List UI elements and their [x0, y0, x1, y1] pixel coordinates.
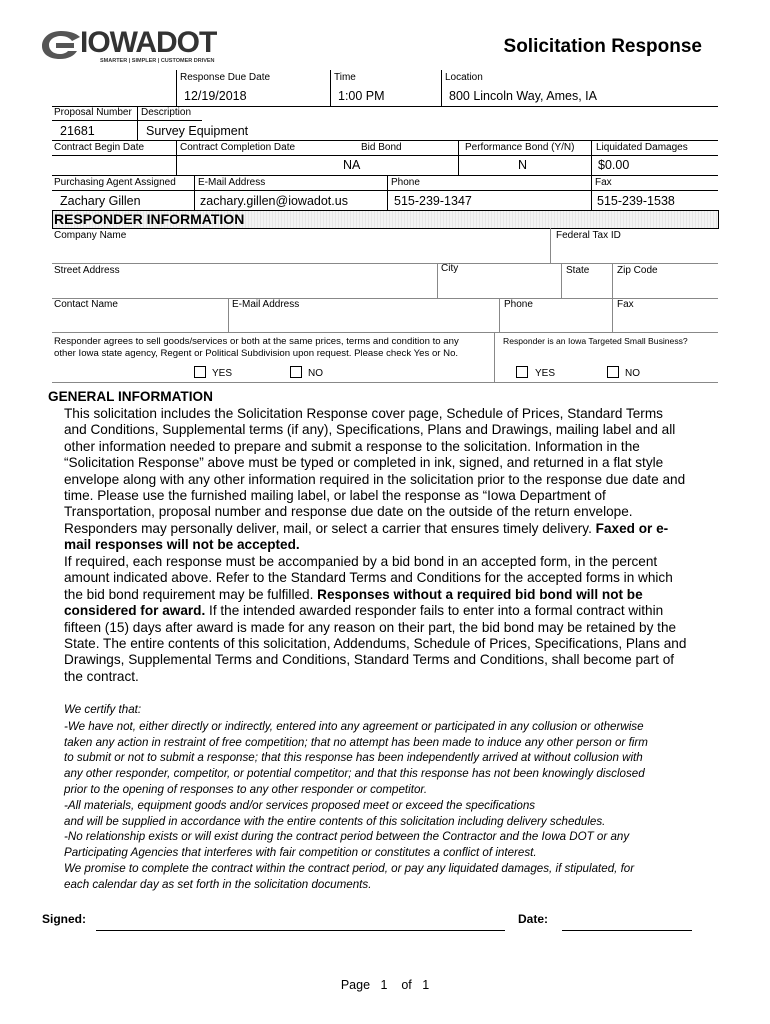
agent-email-label: E-Mail Address [198, 177, 266, 188]
p2-line-bold: considered for award. [64, 603, 206, 619]
agree-text-line2: other Iowa state agency, Regent or Political Subdivision upon request. Please check Yes or No. [54, 348, 459, 359]
logo-text: IOWADOT [80, 26, 217, 59]
p1-line: This solicitation includes the Solicitation Response cover page, Schedule of Prices, Standard Terms [64, 406, 663, 421]
date-line[interactable] [562, 916, 692, 931]
agree-yes-label: YES [212, 368, 233, 379]
p2-line: amount indicated above. Refer to the Standard Terms and Conditions for the accepted forms in which [64, 570, 673, 586]
page-title: Solicitation Response [503, 36, 702, 57]
p1-line [64, 521, 704, 537]
response-due-date-value[interactable]: 12/19/2018 [184, 89, 247, 103]
logo-tagline: SMARTER | SIMPLER | CUSTOMER DRIVEN [100, 58, 215, 64]
certify-line: taken any action in restraint of free competition; that no attempt has been made to induce any other person or firm [64, 735, 648, 749]
p1-line: time. Please use the furnished mailing label, or label the response as “Iowa Department of [64, 488, 606, 504]
agree-text-line1: Responder agrees to sell goods/services or both at the same prices, terms and condition to any [54, 336, 459, 347]
description-label: Description [141, 107, 192, 118]
p1-line-bold: Faxed or e- [595, 520, 669, 536]
p2-line-text: If the intended awarded responder fails to enter into a formal contract within [205, 603, 664, 619]
p1-line: envelope along with any other information required in the solicitation prior to the response due date and [64, 471, 686, 487]
tsb-yes-checkbox[interactable] [516, 366, 528, 378]
certify-line: -We have not, either directly or indirectly, entered into any agreement or participated in any collusion or otherwise [64, 719, 644, 733]
certification-block [64, 702, 724, 893]
certify-intro: We certify that: [64, 703, 142, 716]
date-label: Date: [518, 912, 549, 926]
p2-line-bold: Responses without a required bid bond will not be [317, 586, 643, 602]
tsb-no-checkbox[interactable] [607, 366, 619, 378]
response-due-date-label: Response Due Date [180, 72, 271, 83]
time-label: Time [334, 72, 356, 83]
agree-yes-checkbox[interactable] [194, 366, 206, 378]
federal-tax-id-field[interactable] [552, 242, 717, 262]
general-info-paragraph-2 [64, 554, 704, 685]
performance-bond-label: Performance Bond (Y/N) [465, 142, 575, 153]
city-label: City [441, 263, 459, 274]
signature-line[interactable] [96, 916, 505, 931]
p1-line: Transportation, proposal number and response due date on the outside of the return envelope. [64, 504, 633, 520]
p2-line [64, 587, 704, 603]
certify-line: -All materials, equipment goods and/or services proposed meet or exceed the specifications [64, 798, 536, 812]
description-value[interactable]: Survey Equipment [146, 124, 249, 138]
page-footer [0, 978, 770, 992]
general-info-heading: GENERAL INFORMATION [48, 389, 213, 404]
p2-line: State. The entire contents of this solicitation, Addendums, Schedule of Prices, Specifications, Plans and [64, 636, 687, 652]
agent-phone-label: Phone [391, 177, 420, 188]
tsb-yes-label: YES [535, 368, 556, 379]
p2-line-text: the bid bond requirement may be fulfilled. [64, 586, 318, 602]
responder-fax-label: Fax [617, 299, 634, 310]
of-label: of [401, 978, 412, 992]
p2-line: If required, each response must be accompanied by a bid bond in an accepted form, in the percent [64, 554, 658, 569]
p1-line-text: Responders may personally deliver, mail, or select a carrier that ensures timely delivery. [64, 520, 596, 536]
city-field[interactable] [439, 278, 559, 297]
p2-line [64, 603, 704, 619]
responder-fax-field[interactable] [614, 312, 717, 331]
responder-phone-label: Phone [504, 299, 533, 310]
agree-no-label: NO [308, 368, 323, 379]
proposal-number-label: Proposal Number [54, 107, 132, 118]
contact-name-field[interactable] [52, 312, 226, 331]
p1-line: “Solicitation Response” above must be typed or completed in ink, signed, and returned in a flat style [64, 455, 664, 471]
agree-no-checkbox[interactable] [290, 366, 302, 378]
signed-label: Signed: [42, 912, 86, 926]
agent-phone-value[interactable]: 515-239-1347 [394, 194, 472, 208]
p1-line [64, 537, 704, 553]
certify-line: any other responder, competitor, or potential competitor; and that this response has not been knowingly disclosed [64, 767, 645, 781]
certify-line: each calendar day as set forth in the solicitation documents. [64, 877, 372, 891]
tsb-question: Responder is an Iowa Targeted Small Business? [503, 336, 688, 346]
company-name-field[interactable] [52, 242, 548, 262]
contract-begin-label: Contract Begin Date [54, 142, 145, 153]
certify-line: -No relationship exists or will exist during the contract period between the Contractor and the Iowa DOT or any [64, 830, 630, 844]
p1-line: other information needed to prepare and submit a response to the solicitation. Information in the [64, 438, 640, 454]
state-field[interactable] [563, 278, 610, 297]
federal-tax-id-label: Federal Tax ID [556, 230, 621, 241]
p1-line-bold: mail responses will not be accepted. [64, 537, 300, 553]
agent-value[interactable]: Zachary Gillen [60, 194, 141, 208]
performance-bond-value[interactable]: N [518, 158, 528, 172]
street-address-field[interactable] [52, 278, 435, 297]
certify-line: Participating Agencies that interferes with fair competition or constitutes a conflict of interest. [64, 846, 537, 860]
iowa-dot-swoosh-icon [40, 28, 82, 62]
iowa-dot-logo [40, 28, 215, 68]
responder-email-label: E-Mail Address [232, 299, 300, 310]
responder-phone-field[interactable] [501, 312, 610, 331]
company-name-label: Company Name [54, 230, 127, 241]
p2-line: Drawings, Supplemental Terms and Conditions, Standard Terms and Conditions, shall become part of [64, 652, 675, 668]
p2-line: fifteen (15) days after award is made for any reason on their part, the bid bond may be retained by the [64, 619, 677, 635]
certify-line: to submit or not to submit a response; that this response has been independently arrived at without collusion with [64, 751, 643, 765]
time-value[interactable]: 1:00 PM [338, 89, 385, 103]
responder-email-field[interactable] [230, 312, 497, 331]
zip-code-field[interactable] [614, 278, 717, 297]
page-number: 1 [380, 978, 388, 992]
agent-label: Purchasing Agent Assigned [54, 177, 176, 188]
page-total: 1 [422, 978, 430, 992]
liquidated-damages-value[interactable]: $0.00 [598, 158, 630, 172]
bid-bond-label: Bid Bond [361, 142, 402, 153]
tsb-no-label: NO [625, 368, 640, 379]
state-label: State [566, 265, 590, 276]
agent-fax-value[interactable]: 515-239-1538 [597, 194, 675, 208]
responder-section-title: RESPONDER INFORMATION [54, 211, 245, 227]
general-info-paragraph-1 [64, 406, 704, 554]
agent-fax-label: Fax [595, 177, 612, 188]
certify-line: We promise to complete the contract within the contract period, or pay any liquidated damages, if stipulated, for [64, 861, 635, 875]
p1-line: and Conditions, Supplemental terms (if any), Specifications, Plans and Drawings, mailing label and all [64, 422, 676, 438]
contract-completion-label: Contract Completion Date [180, 142, 296, 153]
p2-line: the contract. [64, 668, 139, 684]
page-label: Page [340, 978, 371, 992]
location-value[interactable]: 800 Lincoln Way, Ames, IA [449, 89, 597, 103]
certify-line: and will be supplied in accordance with the entire contents of this solicitation including delivery schedules. [64, 814, 606, 828]
certify-line: prior to the opening of responses to any other responder or competitor. [64, 782, 428, 796]
bid-bond-value[interactable]: NA [343, 158, 361, 172]
location-label: Location [445, 72, 483, 83]
agent-email-value[interactable]: zachary.gillen@iowadot.us [200, 194, 348, 208]
contact-name-label: Contact Name [54, 299, 118, 310]
zip-code-label: Zip Code [617, 265, 658, 276]
liquidated-damages-label: Liquidated Damages [596, 142, 688, 153]
proposal-number-value[interactable]: 21681 [60, 124, 95, 138]
street-address-label: Street Address [54, 265, 120, 276]
